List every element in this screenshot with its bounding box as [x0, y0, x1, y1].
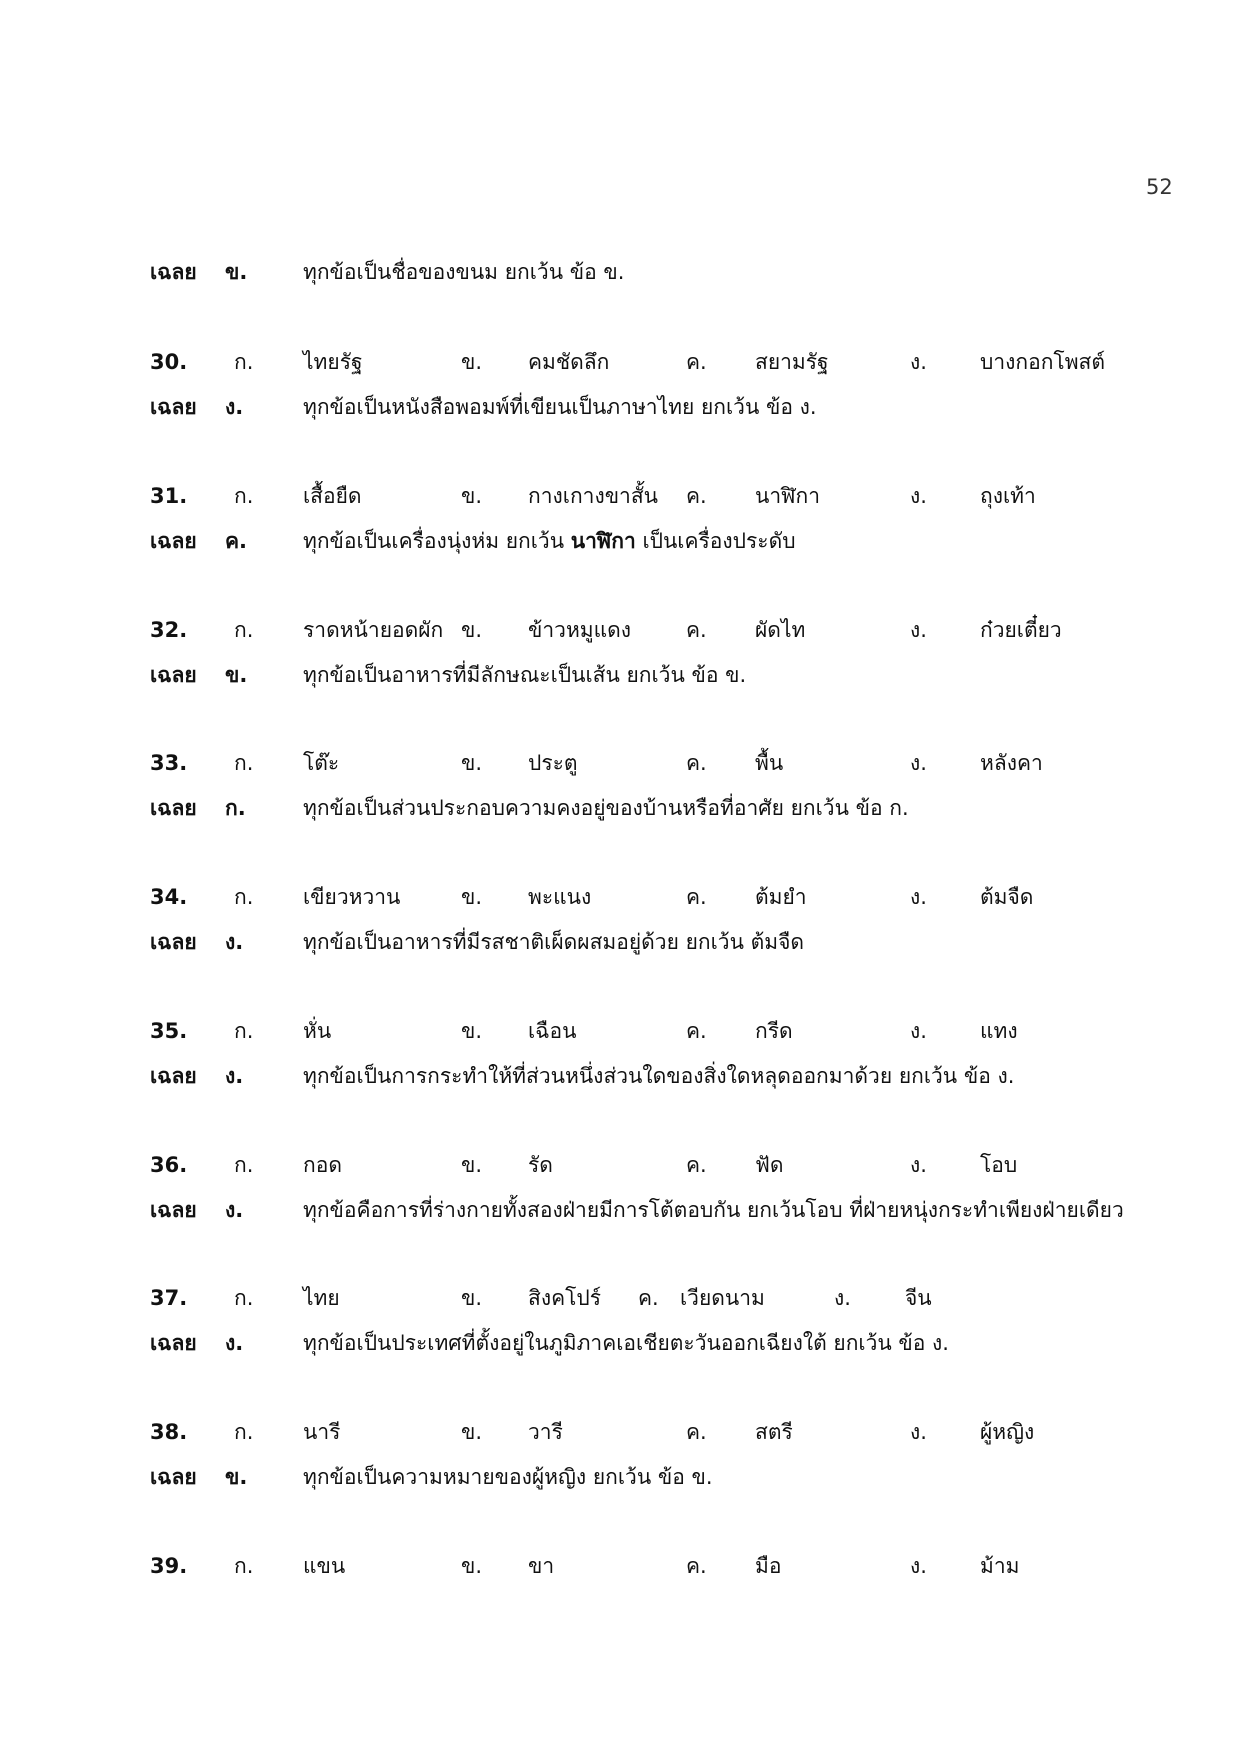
option-letter: ง.: [910, 885, 927, 909]
question-number: 39.: [150, 1554, 188, 1578]
option-text: เขียวหวาน: [303, 885, 401, 909]
option-letter: ง.: [910, 1019, 927, 1043]
answer-text: ทุกข้อคือการที่ร่างกายทั้งสองฝ่ายมีการโต้ตอบกัน ยกเว้นโอบ ที่ฝ่ายหนุ่งกระทำเพียงฝ่ายเดียว: [303, 1198, 1124, 1222]
option-text: สยามรัฐ: [755, 350, 829, 374]
option-text: เสื้อยืด: [303, 484, 362, 508]
option-text: เฉือน: [528, 1019, 577, 1043]
option-letter: ค.: [686, 1554, 707, 1578]
answer-text: ทุกข้อเป็นอาหารที่มีลักษณะเป็นเส้น ยกเว้น ข้อ ข.: [303, 663, 747, 687]
option-letter: ข.: [461, 350, 483, 374]
answer-letter: ข.: [225, 1465, 248, 1489]
option-text: โอบ: [980, 1153, 1018, 1177]
answer-explanation: [303, 1333, 949, 1354]
answer-explanation: [303, 1200, 1124, 1221]
option-text: บางกอกโพสต์: [980, 350, 1105, 374]
answer-letter: ง.: [225, 395, 244, 419]
answer-text: ทุกข้อเป็นการกระทำให้ที่ส่วนหนึ่งส่วนใดของสิ่งใดหลุดออกมาด้วย ยกเว้น ข้อ ง.: [303, 1064, 1015, 1088]
option-text: พื้น: [755, 751, 784, 775]
answer-explanation: [303, 798, 909, 819]
option-letter: ข.: [461, 751, 483, 775]
answer-text: ทุกข้อเป็นประเทศที่ตั้งอยู่ในภูมิภาคเอเชียตะวันออกเฉียงใต้ ยกเว้น ข้อ ง.: [303, 1331, 949, 1355]
option-text: สิงคโปร์: [528, 1286, 602, 1310]
option-text: ประตู: [528, 751, 578, 775]
option-text: เวียดนาม: [680, 1286, 765, 1310]
answer-label: เฉลย: [150, 1064, 197, 1088]
option-text: ฟัด: [755, 1153, 784, 1177]
answer-label: เฉลย: [150, 930, 197, 954]
option-text: แทง: [980, 1019, 1018, 1043]
answer-letter: ง.: [225, 1064, 244, 1088]
option-letter: ก.: [234, 618, 254, 642]
question-number: 36.: [150, 1153, 188, 1177]
option-letter: ง.: [910, 350, 927, 374]
answer-explanation: [303, 932, 804, 953]
answer-label: เฉลย: [150, 529, 197, 553]
option-text: ผู้หญิง: [980, 1420, 1035, 1444]
page-number: 52: [1146, 175, 1173, 199]
question-number: 32.: [150, 618, 188, 642]
option-text: ก๋วยเตี๋ยว: [980, 618, 1062, 642]
option-letter: ง.: [910, 751, 927, 775]
option-letter: ค.: [686, 1153, 707, 1177]
option-text: กรีด: [755, 1019, 793, 1043]
answer-text: ทุกข้อเป็นหนังสือพอมพ์ที่เขียนเป็นภาษาไทย ยกเว้น ข้อ ง.: [303, 395, 817, 419]
option-letter: ข.: [461, 1153, 483, 1177]
answer-label: เฉลย: [150, 395, 197, 419]
answer-label: เฉลย: [150, 1198, 197, 1222]
option-text: คมชัดลึก: [528, 350, 610, 374]
option-letter: ข.: [461, 1420, 483, 1444]
option-letter: ค.: [686, 484, 707, 508]
answer-text: ทุกข้อเป็นเครื่องนุ่งห่ม ยกเว้น: [303, 529, 571, 553]
option-text: มือ: [755, 1554, 782, 1578]
answer-text: เป็นเครื่องประดับ: [635, 529, 796, 553]
answer-letter: ข.: [225, 260, 248, 284]
option-text: นาฬิกา: [755, 484, 821, 508]
option-text: นารี: [303, 1420, 341, 1444]
answer-label: เฉลย: [150, 796, 197, 820]
option-text: ข้าวหมูแดง: [528, 618, 632, 642]
answer-explanation: [303, 262, 624, 283]
option-text: ต้มยำ: [755, 885, 807, 909]
option-letter: ข.: [461, 618, 483, 642]
answer-text: ทุกข้อเป็นส่วนประกอบความคงอยู่ของบ้านหรือที่อาศัย ยกเว้น ข้อ ก.: [303, 796, 909, 820]
question-number: 33.: [150, 751, 188, 775]
option-letter: ง.: [910, 618, 927, 642]
question-number: 31.: [150, 484, 188, 508]
answer-explanation: [303, 397, 817, 418]
option-letter: ค.: [686, 751, 707, 775]
option-letter: ค.: [686, 350, 707, 374]
option-text: ขา: [528, 1554, 555, 1578]
option-letter: ง.: [910, 1420, 927, 1444]
option-letter: ข.: [461, 1286, 483, 1310]
option-letter: ข.: [461, 1019, 483, 1043]
option-letter: ก.: [234, 484, 254, 508]
answer-letter: ค.: [225, 529, 248, 553]
option-text: โต๊ะ: [303, 751, 340, 775]
option-letter: ข.: [461, 484, 483, 508]
answer-letter: ข.: [225, 663, 248, 687]
question-number: 30.: [150, 350, 188, 374]
option-text: กอด: [303, 1153, 342, 1177]
option-text: สตรี: [755, 1420, 793, 1444]
question-number: 37.: [150, 1286, 188, 1310]
option-letter: ค.: [638, 1286, 659, 1310]
option-letter: ก.: [234, 1554, 254, 1578]
answer-letter: ง.: [225, 930, 244, 954]
answer-letter: ง.: [225, 1198, 244, 1222]
answer-explanation: [303, 665, 746, 686]
answer-text: ทุกข้อเป็นความหมายของผู้หญิง ยกเว้น ข้อ ข.: [303, 1465, 713, 1489]
option-letter: ง.: [910, 484, 927, 508]
option-text: หั่น: [303, 1019, 332, 1043]
option-letter: ค.: [686, 618, 707, 642]
option-letter: ค.: [686, 1019, 707, 1043]
option-letter: ง.: [910, 1153, 927, 1177]
answer-highlight: นาฬิกา: [570, 529, 636, 553]
answer-letter: ก.: [225, 796, 246, 820]
option-letter: ก.: [234, 1286, 254, 1310]
option-letter: ข.: [461, 885, 483, 909]
option-letter: ก.: [234, 885, 254, 909]
answer-label: เฉลย: [150, 1331, 197, 1355]
option-letter: ก.: [234, 1019, 254, 1043]
option-letter: ค.: [686, 1420, 707, 1444]
option-letter: ก.: [234, 1153, 254, 1177]
option-text: ถุงเท้า: [980, 484, 1036, 508]
answer-text: ทุกข้อเป็นอาหารที่มีรสชาติเผ็ดผสมอยู่ด้วย ยกเว้น ต้มจืด: [303, 930, 805, 954]
option-text: พะแนง: [528, 885, 592, 909]
option-text: หลังคา: [980, 751, 1043, 775]
answer-explanation: [303, 1066, 1014, 1087]
option-text: กางเกางขาสั้น: [528, 484, 659, 508]
option-text: ผัดไท: [755, 618, 806, 642]
answer-letter: ง.: [225, 1331, 244, 1355]
question-number: 35.: [150, 1019, 188, 1043]
question-number: 38.: [150, 1420, 188, 1444]
option-text: วารี: [528, 1420, 563, 1444]
option-letter: ค.: [686, 885, 707, 909]
option-text: ราดหน้ายอดผัก: [303, 618, 444, 642]
option-text: รัด: [528, 1153, 553, 1177]
answer-label: เฉลย: [150, 260, 197, 284]
option-text: ไทยรัฐ: [303, 350, 363, 374]
answer-label: เฉลย: [150, 663, 197, 687]
option-letter: ก.: [234, 751, 254, 775]
option-letter: ก.: [234, 1420, 254, 1444]
answer-label: เฉลย: [150, 1465, 197, 1489]
option-letter: ง.: [910, 1554, 927, 1578]
option-text: ม้าม: [980, 1554, 1020, 1578]
option-text: แขน: [303, 1554, 346, 1578]
option-text: ไทย: [303, 1286, 340, 1310]
option-text: ต้มจืด: [980, 885, 1034, 909]
option-text: จีน: [905, 1286, 932, 1310]
question-number: 34.: [150, 885, 188, 909]
option-letter: ง.: [834, 1286, 851, 1310]
option-letter: ข.: [461, 1554, 483, 1578]
answer-explanation: [303, 1467, 713, 1488]
answer-text: ทุกข้อเป็นชื่อของขนม ยกเว้น ข้อ ข.: [303, 260, 625, 284]
option-letter: ก.: [234, 350, 254, 374]
answer-explanation: [303, 531, 796, 552]
